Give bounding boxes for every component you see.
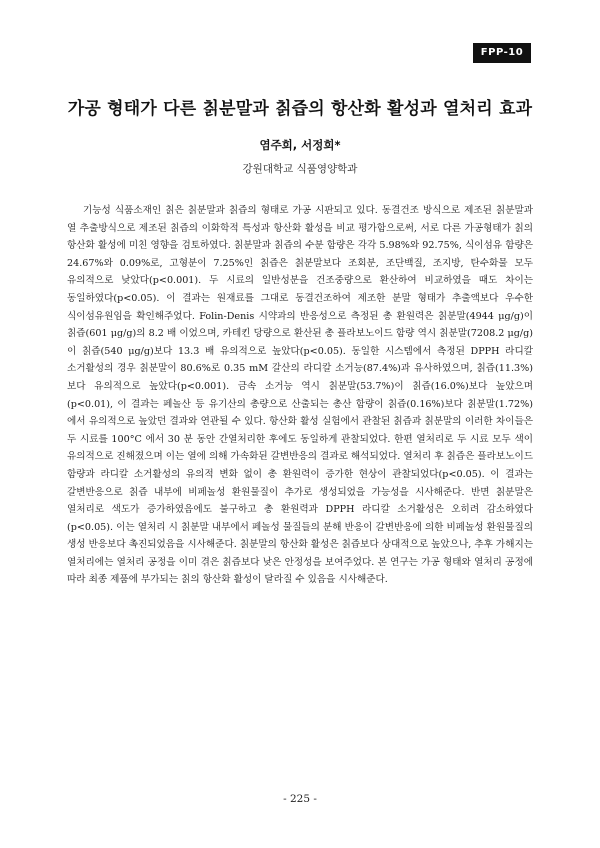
session-code-badge: FPP-10: [473, 43, 531, 63]
page-number: - 225 -: [283, 793, 317, 805]
abstract-body: 기능성 식품소재인 칡은 칡분말과 칡즙의 형태로 가공 시판되고 있다. 동결건조 방식으로 제조된 칡분말과 열 추출방식으로 제조된 칡즙의 이화학적 특성과 항산화 활성을 비교 평가함으로써, 서로 다른 가공형태가 칡의 항산화 활성에 미친 영향을 검토하였다. 칡분말과 칡즙의 수분 함량은 각각 5.98%와 92.75%, 식이섬유 함량은 24.67%와 0.09%로, 고형분이 7.25%인 칡즙은 칡분말보다 조회분, 조단백질, 조지방, 탄수화물 모두 유의적으로 낮았다(p<0.001). 두 시료의 일반성분을 건조중량으로 환산하여 비교하였을 때도 차이는 동일하였다(p<0.05). 이 결과는 원재료를 그대로 동결건조하여 제조한 분말 형태가 추출액보다 우수한 식이섬유원임을 확인해주었다. Folin-Denis 시약과의 반응성으로 측정된 총 환원력은 칡분말(4944 μg/g)이 칡즙(601 μg/g)의 8.2 배 이었으며, 카테킨 당량으로 환산된 총 플라보노이드 함량 역시 칡분말(7208.2 μg/g)이 칡즙(540 μg/g)보다 13.3 배 유의적으로 높았다(p<0.05). 동일한 시스템에서 측정된 DPPH 라디칼 소거활성의 경우 칡분말이 80.6%로 0.35 mM 갈산의 라디칼 소거능(87.4%)과 유사하였으며, 칡즙(11.3%)보다 유의적으로 높았다(p<0.001). 금속 소거능 역시 칡분말(53.7%)이 칡즙(16.0%)보다 높았으며(p<0.01), 이 결과는 페놀산 등 유기산의 총량으로 산출되는 총산 함량이 칡즙(0.16%)보다 칡분말(1.72%)에서 유의적으로 높았던 결과와 연관될 수 있다. 항산화 활성 실험에서 관찰된 칡즙과 칡분말의 이러한 차이들은 두 시료를 100°C 에서 30 분 동안 간열처리한 후에도 동일하게 관찰되었다. 한편 열처리로 두 시료 모두 색이 유의적으로 진해졌으며 이는 열에 의해 가속화된 갈변반응의 결과로 해석되었다. 열처리 후 칡즙은 플라보노이드 함량과 라디칼 소거활성의 유의적 변화 없이 총 환원력이 증가한 현상이 관찰되었다(p<0.05). 이 결과는 갈변반응으로 칡즙 내부에 비페놀성 환원물질이 추가로 생성되었을 가능성을 시사해준다. 반면 칡분말은 열처리로 색도가 증가하였음에도 불구하고 총 환원력과 DPPH 라디칼 소거활성은 오히려 감소하였다(p<0.05). 이는 열처리 시 칡분말 내부에서 페놀성 물질들의 분해 반응이 갈변반응에 의한 비페놀성 환원물질의 생성 반응보다 촉진되었음을 시사해준다. 칡분말의 항산화 활성은 칡즙보다 상대적으로 높았으나, 추후 가해지는 열처리에는 열처리 공정을 이미 겪은 칡즙보다 낮은 안정성을 보여주었다. 본 연구는 가공 형태와 열처리 공정에 따라 최종 제품에 부가되는 칡의 항산화 활성이 달라질 수 있음을 시사해준다.: [67, 205, 533, 586]
author-affiliation: 강원대학교 식품영양학과: [242, 163, 358, 175]
author-names: 염주희, 서정희*: [259, 138, 341, 152]
paper-title: 가공 형태가 다른 칡분말과 칡즙의 항산화 활성과 열처리 효과: [67, 99, 533, 119]
